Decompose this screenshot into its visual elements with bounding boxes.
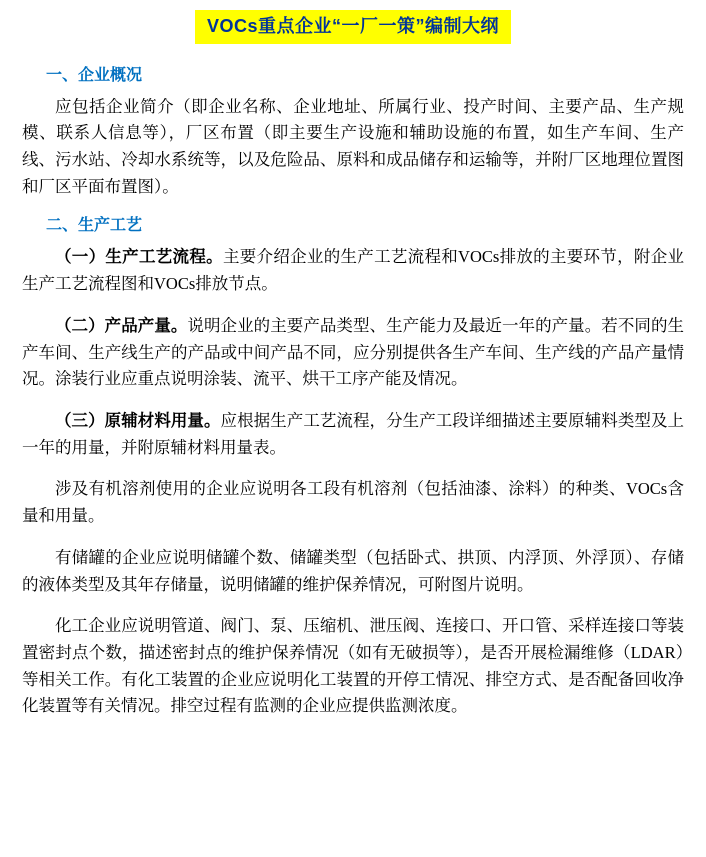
title-container: [22, 0, 684, 50]
paragraph-text: 有储罐的企业应说明储罐个数、储罐类型（包括卧式、拱顶、内浮顶、外浮顶）、存储的液体类型及其年存储量，说明储罐的维护保养情况，可附图片说明。: [22, 547, 684, 594]
paragraph-lead: （三）原辅材料用量。: [55, 410, 221, 430]
paragraph-text: 应包括企业简介（即企业名称、企业地址、所属行业、投产时间、主要产品、生产规模、联系人信息等），厂区布置（即主要生产设施和辅助设施的布置，如生产车间、生产线、污水站、冷却水系统等，以及危险品、原料和成品储存和运输等，并附厂区地理位置图和厂区平面布置图）。: [22, 96, 684, 196]
paragraph-text: 主要介绍企业的生产工艺流程和VOCs排放的主要环节，附企业生产工艺流程图和VOCs排放节点。: [22, 247, 685, 294]
paragraph-text: 应根据生产工艺流程，分生产工段详细描述主要原辅料类型及上一年的用量，并附原辅材料用量表。: [22, 410, 685, 457]
section-heading-1: 一、企业概况: [46, 66, 143, 84]
paragraph-2-1: [22, 244, 684, 297]
paragraph-2-4: [22, 476, 684, 529]
section-heading-2: 二、生产工艺: [46, 217, 143, 235]
paragraph-text: 涉及有机溶剂使用的企业应说明各工段有机溶剂（包括油漆、涂料）的种类、VOCs含量和用量。: [22, 479, 684, 526]
paragraph-lead: （二）产品产量。: [55, 315, 188, 335]
paragraph-2-6: [22, 613, 684, 720]
page-title: VOCs重点企业“一厂一策”编制大纲: [195, 10, 511, 44]
paragraph-2-5: [22, 545, 684, 598]
paragraph-lead: （一）生产工艺流程。: [55, 247, 223, 267]
paragraph-2-2: [22, 313, 684, 393]
paragraph-1-1: [22, 94, 684, 201]
paragraph-text: 说明企业的主要产品类型、生产能力及最近一年的产量。若不同的生产车间、生产线生产的产品或中间产品不同，应分别提供各生产车间、生产线的产品产量情况。涂装行业应重点说明涂装、流平、烘干工序产能及情况。: [22, 315, 685, 389]
paragraph-text: 化工企业应说明管道、阀门、泵、压缩机、泄压阀、连接口、开口管、采样连接口等装置密封点个数，描述密封点的维护保养情况（如有无破损等），是否开展检漏维修（LDAR）等相关工作。有化工装置的企业应说明化工装置的开停工情况、排空方式、是否配备回收净化装置等有关情况。排空过程有监测的企业应提供监测浓度。: [22, 616, 684, 716]
paragraph-2-3: [22, 408, 684, 461]
